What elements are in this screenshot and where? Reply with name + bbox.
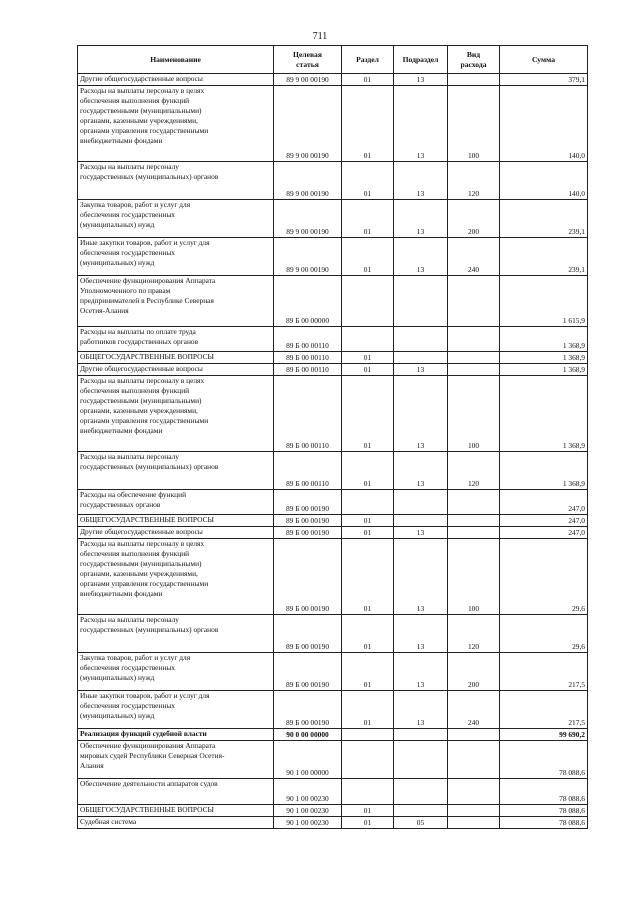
cell-sum: 78 088,6 xyxy=(500,741,588,779)
cell-sum: 78 088,6 xyxy=(500,805,588,817)
cell-name: Судебная система xyxy=(78,817,274,829)
cell-sum: 1 368,9 xyxy=(500,364,588,376)
cell-sum: 78 088,6 xyxy=(500,817,588,829)
cell-section: 01 xyxy=(342,539,394,615)
cell-section xyxy=(342,729,394,741)
cell-name: Расходы на выплаты персоналу государственных (муниципальных) органов xyxy=(78,615,274,653)
table-row xyxy=(78,653,588,691)
cell-target-article: 89 9 00 00190 xyxy=(274,162,342,200)
cell-target-article: 89 Б 00 00000 xyxy=(274,276,342,327)
header-name: Наименование xyxy=(78,46,274,74)
cell-sum: 239,1 xyxy=(500,200,588,238)
cell-expense-kind xyxy=(448,327,500,352)
cell-section: 01 xyxy=(342,452,394,490)
cell-expense-kind: 120 xyxy=(448,162,500,200)
cell-subsection xyxy=(394,741,448,779)
cell-expense-kind xyxy=(448,352,500,364)
cell-sum: 247,0 xyxy=(500,527,588,539)
cell-subsection: 13 xyxy=(394,452,448,490)
table-row xyxy=(78,515,588,527)
budget-table xyxy=(77,45,588,829)
cell-subsection xyxy=(394,490,448,515)
cell-name: Другие общегосударственные вопросы xyxy=(78,74,274,86)
cell-target-article: 89 9 00 00190 xyxy=(274,86,342,162)
cell-subsection xyxy=(394,729,448,741)
cell-name: Расходы на выплаты персоналу в целях обеспечения выполнения функций государственными (муниципальными) органами, казенными учреждениями, органами управления государственными внебюджетными фондами xyxy=(78,539,274,615)
cell-sum: 78 088,6 xyxy=(500,779,588,805)
cell-section: 01 xyxy=(342,615,394,653)
header-expense-kind: Вид расхода xyxy=(448,46,500,74)
cell-target-article: 89 Б 00 00190 xyxy=(274,515,342,527)
cell-target-article: 89 9 00 00190 xyxy=(274,200,342,238)
cell-sum: 29,6 xyxy=(500,539,588,615)
cell-name: Иные закупки товаров, работ и услуг для обеспечения государственных (муниципальных) нужд xyxy=(78,691,274,729)
cell-target-article: 89 Б 00 00190 xyxy=(274,539,342,615)
cell-sum: 1 368,9 xyxy=(500,452,588,490)
cell-subsection: 13 xyxy=(394,238,448,276)
cell-expense-kind xyxy=(448,515,500,527)
cell-target-article: 89 Б 00 00190 xyxy=(274,527,342,539)
cell-expense-kind xyxy=(448,364,500,376)
cell-expense-kind xyxy=(448,817,500,829)
cell-sum: 140,0 xyxy=(500,162,588,200)
cell-sum: 99 690,2 xyxy=(500,729,588,741)
table-row xyxy=(78,200,588,238)
cell-expense-kind: 120 xyxy=(448,615,500,653)
cell-target-article: 89 Б 00 00190 xyxy=(274,615,342,653)
cell-sum: 1 615,9 xyxy=(500,276,588,327)
table-row xyxy=(78,376,588,452)
cell-target-article: 89 Б 00 00110 xyxy=(274,376,342,452)
cell-expense-kind: 100 xyxy=(448,539,500,615)
cell-subsection: 05 xyxy=(394,817,448,829)
cell-subsection: 13 xyxy=(394,653,448,691)
table-row xyxy=(78,741,588,779)
table-row xyxy=(78,490,588,515)
cell-section: 01 xyxy=(342,515,394,527)
cell-target-article: 89 Б 00 00110 xyxy=(274,452,342,490)
cell-expense-kind: 100 xyxy=(448,86,500,162)
cell-target-article: 89 Б 00 00190 xyxy=(274,490,342,515)
cell-section: 01 xyxy=(342,364,394,376)
cell-expense-kind xyxy=(448,805,500,817)
cell-expense-kind xyxy=(448,741,500,779)
cell-subsection: 13 xyxy=(394,364,448,376)
cell-section: 01 xyxy=(342,238,394,276)
cell-section: 01 xyxy=(342,352,394,364)
table-row xyxy=(78,276,588,327)
header-target-article: Целевая статья xyxy=(274,46,342,74)
cell-name: Закупка товаров, работ и услуг для обеспечения государственных (муниципальных) нужд xyxy=(78,200,274,238)
table-row xyxy=(78,527,588,539)
table-row xyxy=(78,452,588,490)
cell-section: 01 xyxy=(342,376,394,452)
cell-name: Обеспечение функционирования Аппарата мировых судей Республики Северная Осетия- Алания xyxy=(78,741,274,779)
cell-name: ОБЩЕГОСУДАРСТВЕННЫЕ ВОПРОСЫ xyxy=(78,352,274,364)
header-subsection: Подраздел xyxy=(394,46,448,74)
cell-sum: 217,5 xyxy=(500,653,588,691)
cell-sum: 140,0 xyxy=(500,86,588,162)
header-section: Раздел xyxy=(342,46,394,74)
cell-target-article: 90 0 00 00000 xyxy=(274,729,342,741)
table-row xyxy=(78,691,588,729)
cell-target-article: 90 1 00 00230 xyxy=(274,817,342,829)
cell-subsection xyxy=(394,779,448,805)
cell-sum: 1 368,9 xyxy=(500,327,588,352)
cell-expense-kind: 240 xyxy=(448,691,500,729)
cell-name: ОБЩЕГОСУДАРСТВЕННЫЕ ВОПРОСЫ xyxy=(78,805,274,817)
cell-target-article: 90 1 00 00000 xyxy=(274,741,342,779)
cell-section xyxy=(342,327,394,352)
table-row xyxy=(78,86,588,162)
header-sum: Сумма xyxy=(500,46,588,74)
cell-name: Расходы на выплаты персоналу в целях обеспечения выполнения функций государственными (муниципальными) органами, казенными учреждениями, органами управления государственными внебюджетными фондами xyxy=(78,376,274,452)
cell-subsection xyxy=(394,515,448,527)
cell-name: ОБЩЕГОСУДАРСТВЕННЫЕ ВОПРОСЫ xyxy=(78,515,274,527)
cell-name: Обеспечение деятельности аппаратов судов xyxy=(78,779,274,805)
cell-name: Реализация функций судебной власти xyxy=(78,729,274,741)
cell-target-article: 90 1 00 00230 xyxy=(274,805,342,817)
cell-name: Другие общегосударственные вопросы xyxy=(78,364,274,376)
cell-sum: 1 368,9 xyxy=(500,376,588,452)
cell-name: Закупка товаров, работ и услуг для обеспечения государственных (муниципальных) нужд xyxy=(78,653,274,691)
cell-target-article: 89 Б 00 00110 xyxy=(274,364,342,376)
cell-target-article: 89 Б 00 00110 xyxy=(274,352,342,364)
cell-section: 01 xyxy=(342,200,394,238)
cell-name: Иные закупки товаров, работ и услуг для обеспечения государственных (муниципальных) нужд xyxy=(78,238,274,276)
cell-expense-kind xyxy=(448,74,500,86)
cell-expense-kind xyxy=(448,490,500,515)
cell-subsection: 13 xyxy=(394,691,448,729)
cell-expense-kind: 100 xyxy=(448,376,500,452)
table-row xyxy=(78,327,588,352)
cell-sum: 1 368,9 xyxy=(500,352,588,364)
cell-section: 01 xyxy=(342,691,394,729)
cell-target-article: 90 1 00 00230 xyxy=(274,779,342,805)
cell-section xyxy=(342,490,394,515)
cell-expense-kind: 240 xyxy=(448,238,500,276)
cell-name: Расходы на выплаты по оплате труда работников государственных органов xyxy=(78,327,274,352)
cell-expense-kind: 200 xyxy=(448,653,500,691)
cell-subsection: 13 xyxy=(394,162,448,200)
cell-expense-kind xyxy=(448,276,500,327)
cell-section: 01 xyxy=(342,805,394,817)
cell-expense-kind xyxy=(448,527,500,539)
cell-subsection: 13 xyxy=(394,74,448,86)
cell-section xyxy=(342,741,394,779)
cell-subsection xyxy=(394,327,448,352)
cell-name: Расходы на выплаты персоналу государственных (муниципальных) органов xyxy=(78,162,274,200)
cell-sum: 379,1 xyxy=(500,74,588,86)
table-row xyxy=(78,539,588,615)
cell-name: Другие общегосударственные вопросы xyxy=(78,527,274,539)
table-row xyxy=(78,779,588,805)
cell-section xyxy=(342,276,394,327)
cell-section: 01 xyxy=(342,817,394,829)
table-row xyxy=(78,805,588,817)
cell-target-article: 89 Б 00 00110 xyxy=(274,327,342,352)
cell-section: 01 xyxy=(342,86,394,162)
cell-target-article: 89 Б 00 00190 xyxy=(274,691,342,729)
cell-sum: 247,0 xyxy=(500,515,588,527)
cell-subsection: 13 xyxy=(394,200,448,238)
cell-subsection: 13 xyxy=(394,615,448,653)
cell-expense-kind: 200 xyxy=(448,200,500,238)
cell-subsection xyxy=(394,352,448,364)
cell-subsection xyxy=(394,805,448,817)
cell-section xyxy=(342,779,394,805)
table-row xyxy=(78,364,588,376)
cell-subsection: 13 xyxy=(394,86,448,162)
cell-section: 01 xyxy=(342,162,394,200)
table-row xyxy=(78,162,588,200)
cell-section: 01 xyxy=(342,527,394,539)
page-number: 711 xyxy=(312,31,328,42)
cell-section: 01 xyxy=(342,74,394,86)
table-row xyxy=(78,74,588,86)
table-row xyxy=(78,238,588,276)
cell-expense-kind: 120 xyxy=(448,452,500,490)
cell-subsection: 13 xyxy=(394,539,448,615)
cell-name: Расходы на выплаты персоналу государственных (муниципальных) органов xyxy=(78,452,274,490)
cell-target-article: 89 9 00 00190 xyxy=(274,238,342,276)
table-row xyxy=(78,729,588,741)
cell-name: Обеспечение функционирования Аппарата Уполномоченного по правам предпринимателей в Республике Северная Осетия-Алания xyxy=(78,276,274,327)
cell-subsection: 13 xyxy=(394,527,448,539)
cell-sum: 239,1 xyxy=(500,238,588,276)
cell-sum: 247,0 xyxy=(500,490,588,515)
table-row xyxy=(78,352,588,364)
table-row xyxy=(78,817,588,829)
cell-subsection xyxy=(394,276,448,327)
table-header-row xyxy=(78,46,588,74)
cell-name: Расходы на обеспечение функций государственных органов xyxy=(78,490,274,515)
cell-sum: 217,5 xyxy=(500,691,588,729)
cell-sum: 29,6 xyxy=(500,615,588,653)
cell-section: 01 xyxy=(342,653,394,691)
cell-target-article: 89 Б 00 00190 xyxy=(274,653,342,691)
table-row xyxy=(78,615,588,653)
cell-target-article: 89 9 00 00190 xyxy=(274,74,342,86)
cell-name: Расходы на выплаты персоналу в целях обеспечения выполнения функций государственными (муниципальными) органами, казенными учреждениями, органами управления государственными внебюджетными фондами xyxy=(78,86,274,162)
cell-subsection: 13 xyxy=(394,376,448,452)
cell-expense-kind xyxy=(448,729,500,741)
cell-expense-kind xyxy=(448,779,500,805)
